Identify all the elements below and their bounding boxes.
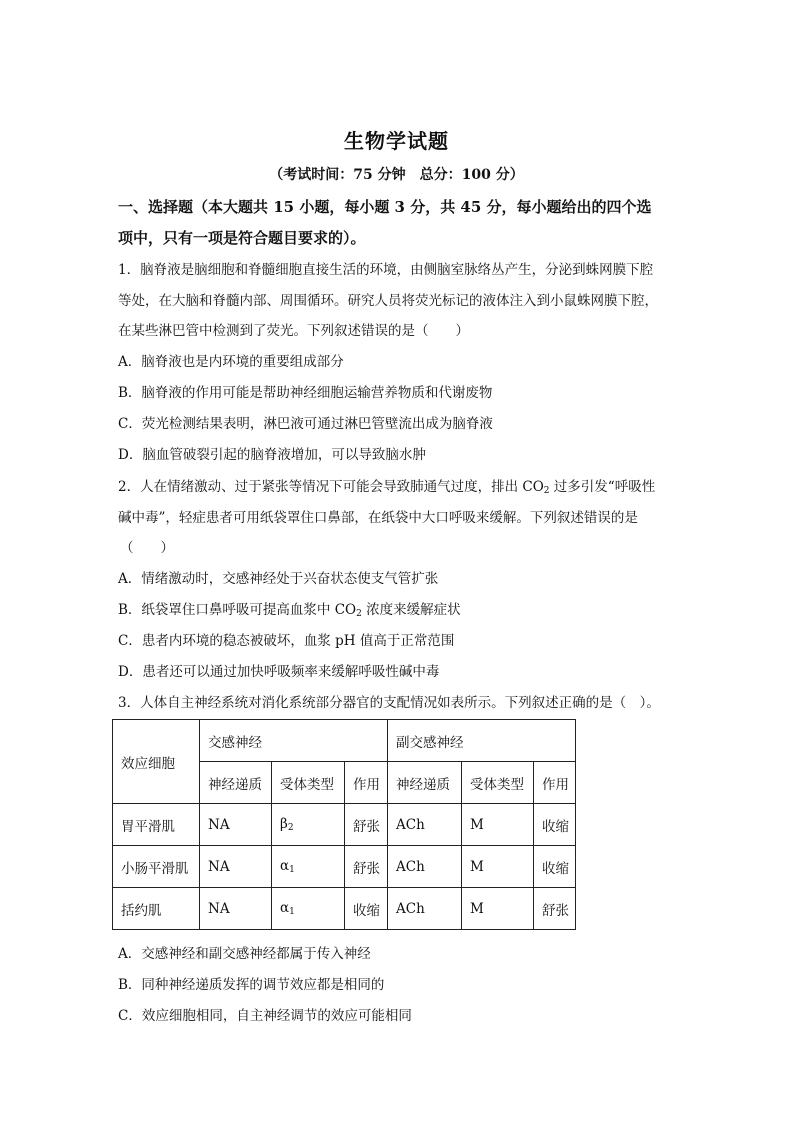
table-cell-effector: 小肠平滑肌 (113, 846, 200, 888)
table-group-parasympathetic: 副交感神经 (388, 720, 576, 762)
q3-table (112, 719, 576, 930)
q2-stem-line-1 (118, 477, 655, 501)
table-header-row (113, 720, 576, 762)
table-cell-receptor (272, 888, 345, 930)
section-heading (118, 192, 678, 254)
table-cell-effector: 括约肌 (113, 888, 200, 930)
table-cell: 收缩 (534, 804, 576, 846)
table-cell: 收缩 (345, 888, 388, 930)
table-cell: 舒张 (345, 804, 388, 846)
receptor-subscript: 1 (289, 907, 295, 917)
q1-option-b: B．脑脊液的作用可能是帮助神经细胞运输营养物质和代谢废物 (118, 385, 493, 401)
table-cell: ACh (388, 804, 462, 846)
table-row (113, 888, 576, 930)
receptor-subscript: 1 (289, 865, 295, 875)
section-heading-line-2: 项中，只有一项是符合题目要求的）。 (118, 229, 366, 247)
q1-option-d: D．脑血管破裂引起的脑脊液增加，可以导致脑水肿 (118, 447, 426, 463)
section-heading-line-1: 一、选择题（本大题共 15 小题，每小题 3 分，共 45 分，每小题给出的四个选 (118, 198, 652, 216)
table-subheader: 受体类型 (272, 762, 345, 804)
receptor-symbol: α (280, 900, 290, 916)
table-cell-receptor (272, 804, 345, 846)
table-cell: M (462, 888, 534, 930)
table-group-sympathetic: 交感神经 (200, 720, 388, 762)
q2-stem-line-1-subscript: 2 (543, 486, 550, 496)
table-cell: 舒张 (534, 888, 576, 930)
q2-option-b-text-a: B．纸袋罩住口鼻呼吸可提高血浆中 CO (118, 602, 357, 618)
table-cell-effector: 胃平滑肌 (113, 804, 200, 846)
q1-option-a: A．脑脊液也是内环境的重要组成部分 (118, 354, 344, 370)
table-cell: M (462, 804, 534, 846)
table-row (113, 846, 576, 888)
q2-option-a: A．情绪激动时，交感神经处于兴奋状态使支气管扩张 (118, 571, 439, 587)
q2-option-d: D．患者还可以通过加快呼吸频率来缓解呼吸性碱中毒 (118, 664, 440, 680)
table-row (113, 804, 576, 846)
q1-stem-line-1: 1．脑脊液是脑细胞和脊髓细胞直接生活的环境，由侧脑室脉络丛产生，分泌到蛛网膜下腔 (118, 262, 654, 278)
receptor-symbol: β (280, 816, 288, 832)
table-cell: NA (200, 846, 272, 888)
q2-stem-line-2: 碱中毒”，轻症患者可用纸袋罩住口鼻部，在纸袋中大口呼吸来缓解。下列叙述错误的是 (118, 510, 638, 526)
q3-option-c: C．效应细胞相同，自主神经调节的效应可能相同 (118, 1008, 412, 1024)
table-cell: 舒张 (345, 846, 388, 888)
q2-option-b-text-b: 浓度来缓解症状 (361, 602, 461, 618)
q2-stem-line-1-text-b: 过多引发“呼吸性 (549, 479, 656, 495)
table-cell: ACh (388, 888, 462, 930)
table-cell: NA (200, 888, 272, 930)
table-cell: NA (200, 804, 272, 846)
q1-option-c: C．荧光检测结果表明，淋巴液可通过淋巴管壁流出成为脑脊液 (118, 416, 493, 432)
table-cell: ACh (388, 846, 462, 888)
q3-option-a: A．交感神经和副交感神经都属于传入神经 (118, 946, 371, 962)
q3-stem: 3．人体自主神经系统对消化系统部分器官的支配情况如表所示。下列叙述正确的是（ ）。 (118, 695, 660, 711)
q1-stem-line-2: 等处，在大脑和脊髓内部、周围循环。研究人员将荧光标记的液体注入到小鼠蛛网膜下腔， (118, 293, 658, 309)
q1-stem-line-3: 在某些淋巴管中检测到了荧光。下列叙述错误的是（ ） (118, 323, 469, 339)
table-cell: M (462, 846, 534, 888)
table-subheader: 神经递质 (200, 762, 272, 804)
q2-option-b-subscript: 2 (356, 609, 362, 619)
table-cell: 收缩 (534, 846, 576, 888)
q2-option-c: C．患者内环境的稳态被破坏，血浆 pH 值高于正常范围 (118, 633, 455, 649)
table-subheader: 受体类型 (462, 762, 534, 804)
table-corner-cell: 效应细胞 (113, 720, 200, 804)
page-title: 生物学试题 (344, 129, 449, 153)
receptor-symbol: α (280, 858, 290, 874)
exam-info: （考试时间：75 分钟 总分：100 分） (269, 167, 524, 183)
q2-stem-line-1-text-a: 2．人在情绪激动、过于紧张等情况下可能会导致肺通气过度，排出 CO (118, 479, 544, 495)
q3-option-b: B．同种神经递质发挥的调节效应都是相同的 (118, 977, 385, 993)
table-cell-receptor (272, 846, 345, 888)
receptor-subscript: 2 (287, 823, 294, 833)
table-subheader: 作用 (534, 762, 576, 804)
table-subheader: 神经递质 (388, 762, 462, 804)
q2-answer-bracket: （ ） (120, 540, 174, 556)
table-subheader: 作用 (345, 762, 388, 804)
q2-option-b (118, 600, 461, 624)
